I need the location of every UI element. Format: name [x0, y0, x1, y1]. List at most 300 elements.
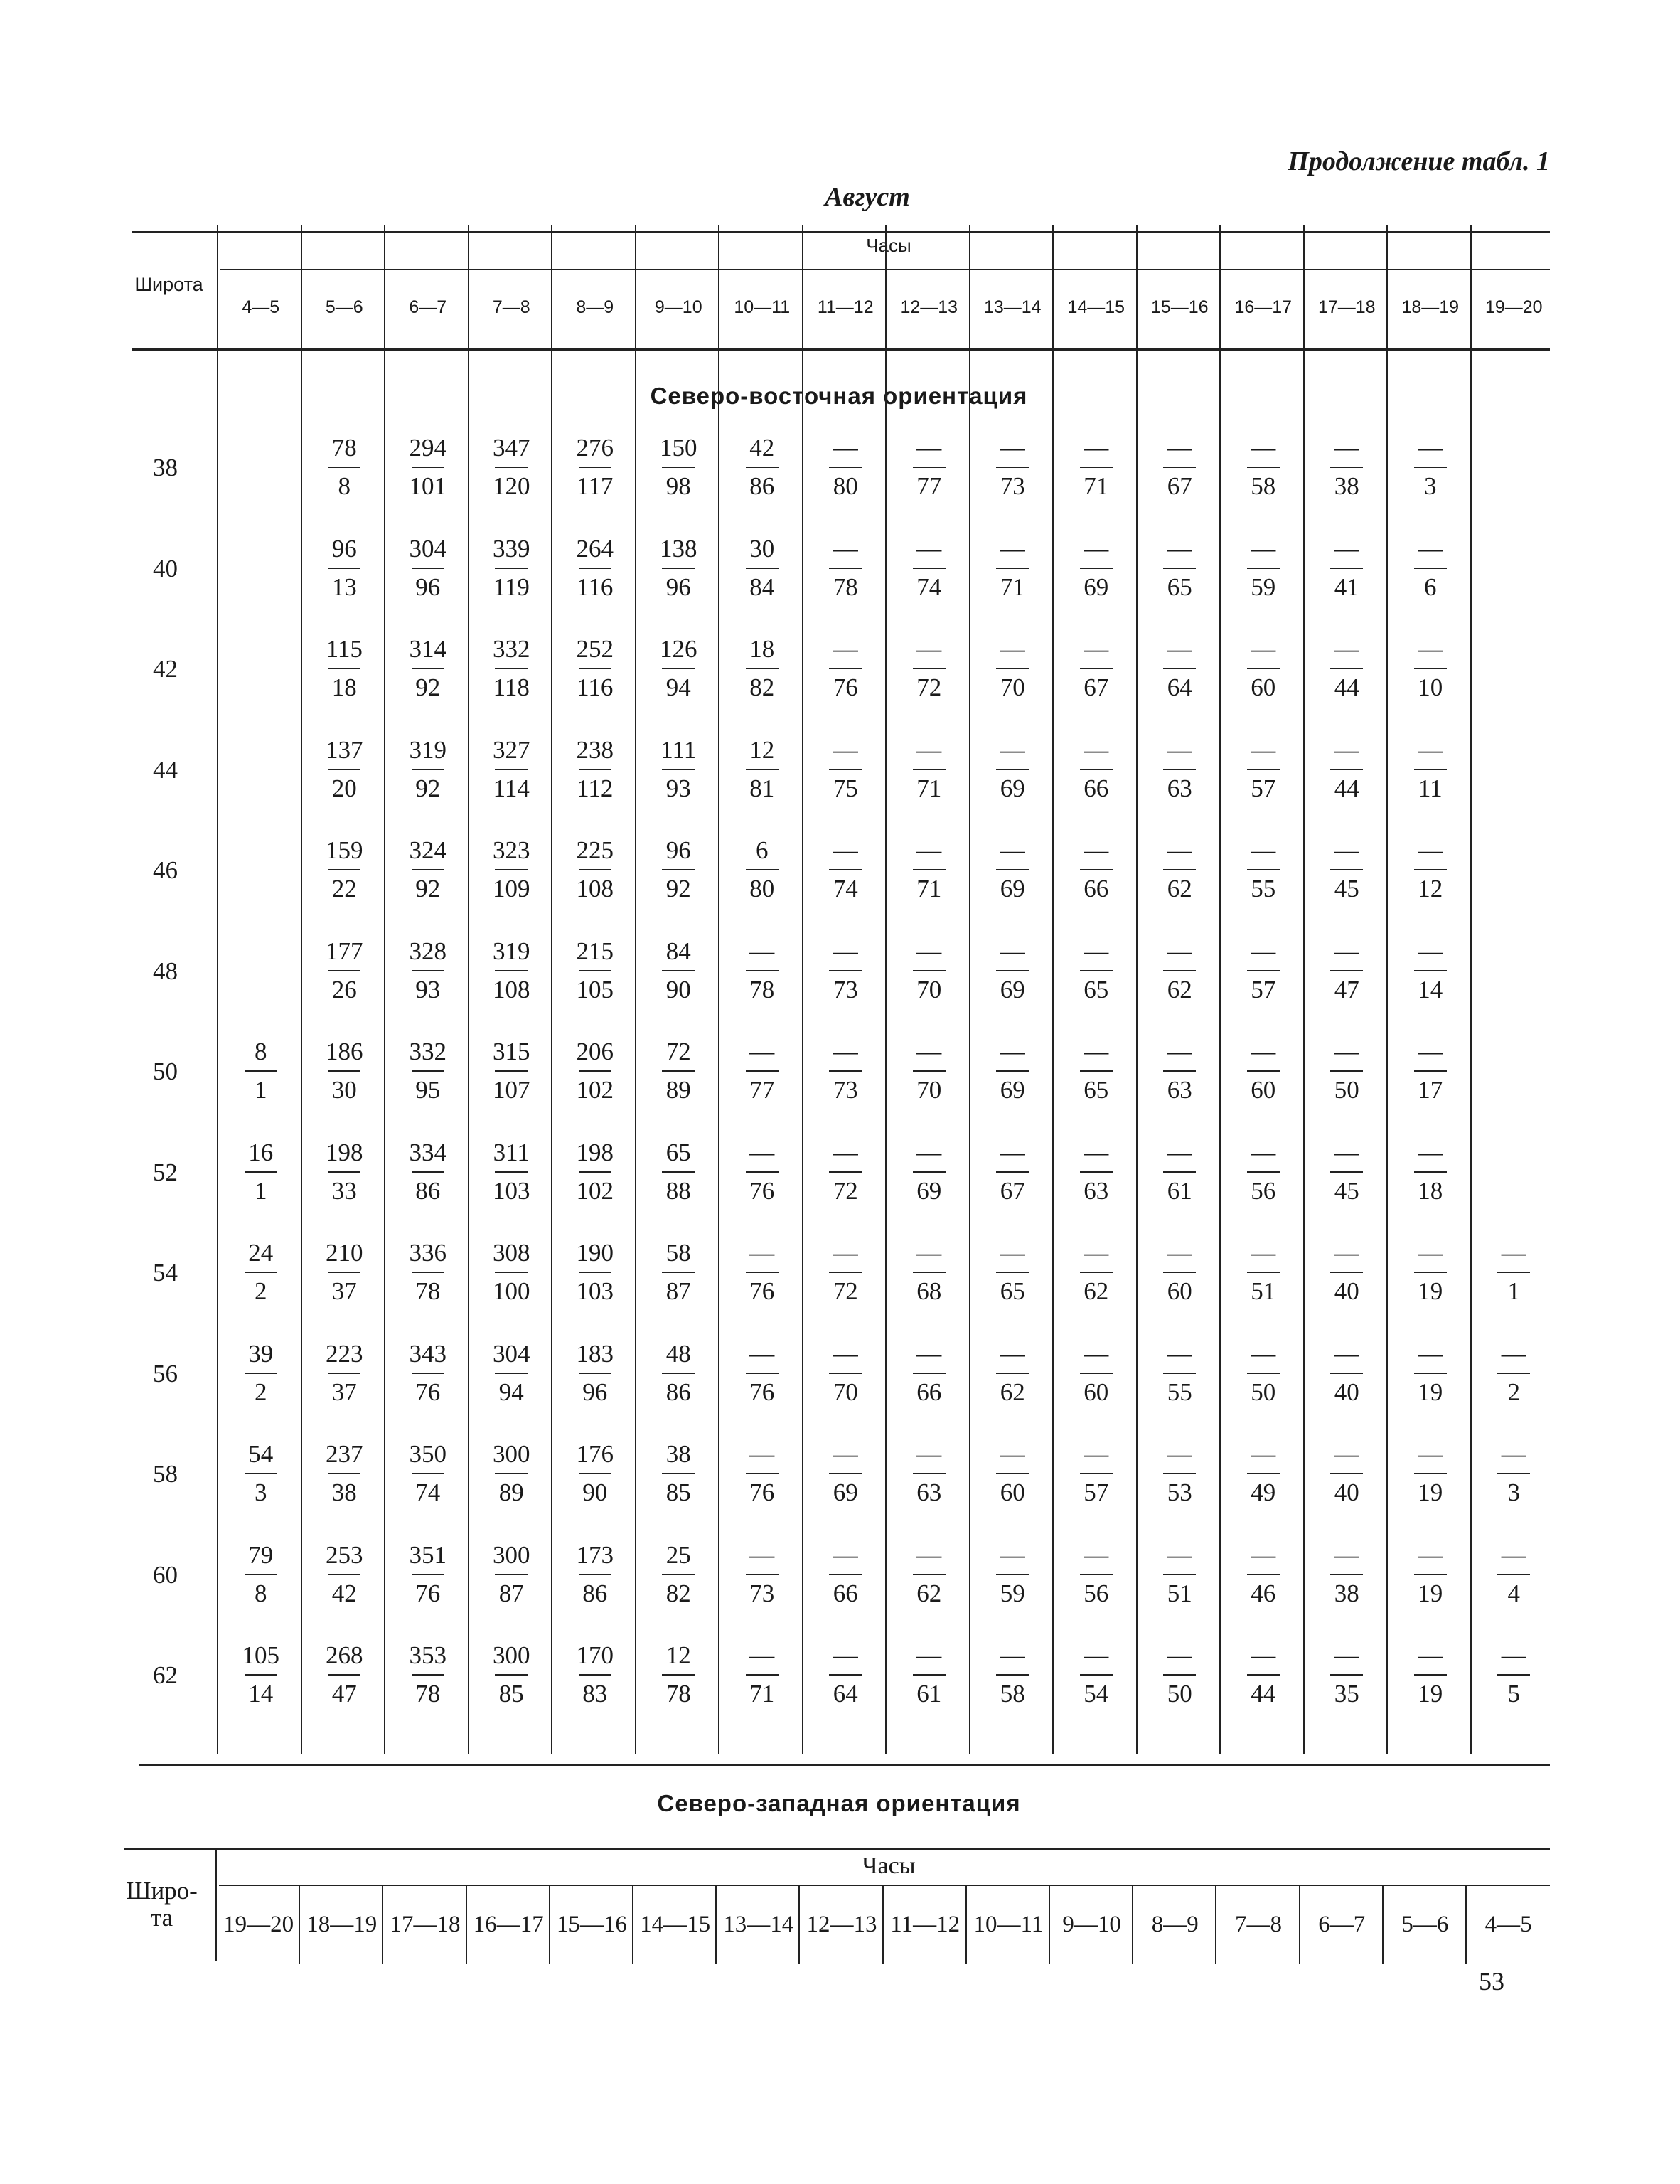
cell-numerator: 30 [749, 534, 775, 563]
nw-hour-header: 7—8 [1234, 1912, 1282, 1937]
cell-numerator: — [916, 635, 942, 663]
cell-numerator: — [916, 1038, 942, 1065]
column-divider [1052, 225, 1054, 1754]
table-cell [1402, 634, 1459, 703]
latitude-value: 54 [153, 1259, 178, 1287]
cell-numerator: 39 [248, 1339, 274, 1368]
fraction-bar [1330, 1272, 1363, 1273]
fraction-bar [328, 668, 360, 669]
table-cell [984, 735, 1041, 804]
fraction-bar [662, 1473, 695, 1474]
fraction-bar [495, 1171, 528, 1173]
cell-numerator: 238 [576, 735, 614, 764]
cell-numerator: — [833, 1641, 858, 1669]
cell-numerator: — [1251, 1038, 1276, 1065]
fraction-bar [412, 869, 444, 870]
cell-denominator: 98 [665, 472, 691, 500]
fraction-bar [579, 467, 611, 468]
fraction-bar [996, 769, 1029, 770]
fraction-bar [662, 869, 695, 870]
cell-denominator: 44 [1334, 774, 1359, 802]
cell-denominator: 86 [749, 472, 775, 500]
table-cell [400, 1237, 456, 1307]
cell-denominator: 75 [833, 774, 858, 802]
fraction-bar [1247, 1373, 1280, 1374]
cell-numerator: — [1167, 937, 1192, 965]
cell-denominator: 93 [415, 975, 441, 1003]
cell-numerator: — [1000, 937, 1025, 965]
table-cell [567, 432, 624, 502]
cell-denominator: 37 [331, 1378, 357, 1406]
table-cell [1318, 835, 1375, 905]
table-cell [1402, 1338, 1459, 1408]
hour-header: 7—8 [492, 297, 530, 317]
cell-numerator: — [1084, 1339, 1109, 1368]
fraction-bar [579, 1373, 611, 1374]
cell-numerator: 237 [326, 1440, 363, 1468]
cell-denominator: 92 [415, 774, 441, 802]
cell-numerator: 252 [576, 635, 614, 663]
cell-denominator: 80 [833, 472, 858, 500]
cell-numerator: — [1418, 1138, 1443, 1166]
cell-denominator: 72 [916, 673, 942, 701]
cell-denominator: 73 [833, 1076, 858, 1104]
cell-denominator: 6 [1424, 572, 1437, 601]
cell-numerator: — [1251, 1339, 1276, 1368]
table-cell [1402, 1137, 1459, 1207]
cell-denominator: 118 [493, 673, 530, 701]
fraction-bar [1330, 568, 1363, 569]
cell-numerator: — [1418, 937, 1443, 965]
fraction-bar [746, 970, 779, 971]
fraction-bar [1247, 467, 1280, 468]
fraction-bar [328, 568, 360, 569]
fraction-bar [579, 1674, 611, 1676]
cell-numerator: — [1418, 635, 1443, 663]
table-cell [734, 1237, 791, 1307]
table-cell [901, 1237, 958, 1307]
fraction-bar [746, 1473, 779, 1474]
cell-denominator: 66 [1084, 875, 1109, 902]
table-cell [1235, 1338, 1292, 1408]
table-cell [1235, 1036, 1292, 1106]
cell-numerator: 253 [326, 1540, 363, 1569]
fraction-bar [1414, 1574, 1447, 1575]
cell-denominator: 62 [1084, 1277, 1109, 1305]
table-cell [1485, 1540, 1542, 1609]
cell-numerator: — [1167, 635, 1192, 663]
cell-numerator: — [833, 1038, 858, 1065]
fraction-bar [829, 869, 862, 870]
fraction-bar [1080, 668, 1113, 669]
column-divider [217, 225, 218, 1754]
cell-numerator: — [1167, 1239, 1192, 1267]
fraction-bar [1163, 467, 1196, 468]
cell-numerator: 12 [749, 735, 775, 764]
column-divider [384, 225, 385, 1754]
table-cell [901, 1338, 958, 1408]
table-cell [316, 835, 373, 905]
cell-denominator: 1 [255, 1176, 267, 1205]
cell-denominator: 112 [577, 774, 614, 802]
cell-denominator: 53 [1167, 1479, 1192, 1506]
cell-denominator: 94 [498, 1378, 524, 1406]
fraction-bar [1080, 970, 1113, 971]
table-cell [483, 1439, 540, 1508]
table-cell [567, 735, 624, 804]
cell-denominator: 51 [1167, 1579, 1192, 1607]
cell-numerator: 215 [576, 937, 614, 965]
cell-numerator: — [1084, 735, 1109, 764]
cell-denominator: 30 [331, 1076, 357, 1104]
cell-numerator: 42 [749, 434, 775, 462]
column-divider [718, 225, 719, 1754]
fraction-bar [913, 1674, 946, 1676]
table-cell [650, 1338, 707, 1408]
cell-numerator: 300 [493, 1641, 530, 1669]
cell-numerator: — [1167, 836, 1192, 864]
fraction-bar [579, 1272, 611, 1273]
table-cell [650, 835, 707, 905]
fraction-bar [1163, 769, 1196, 770]
cell-denominator: 101 [409, 472, 446, 500]
cell-numerator: — [833, 1138, 858, 1166]
table-cell [1402, 936, 1459, 1006]
table-cell [316, 533, 373, 603]
cell-denominator: 65 [1084, 1076, 1109, 1104]
cell-numerator: 351 [409, 1540, 446, 1569]
table-cell [1068, 835, 1125, 905]
hour-header: 10—11 [734, 297, 791, 317]
cell-denominator: 2 [255, 1378, 267, 1406]
nw-hour-header: 18—19 [306, 1912, 378, 1937]
cell-numerator: — [1251, 1641, 1276, 1669]
cell-numerator: — [1251, 836, 1276, 864]
fraction-bar [245, 1272, 277, 1273]
table-cell [1151, 936, 1208, 1006]
fraction-bar [1080, 568, 1113, 569]
hour-header: 8—9 [576, 297, 614, 317]
cell-denominator: 66 [833, 1579, 858, 1607]
table-cell [567, 1540, 624, 1609]
cell-denominator: 69 [1000, 875, 1025, 902]
nw-hour-header: 6—7 [1318, 1912, 1366, 1937]
table-cell [734, 432, 791, 502]
cell-denominator: 55 [1251, 875, 1276, 902]
table-cell [567, 1036, 624, 1106]
table-cell [232, 1640, 289, 1710]
cell-denominator: 81 [749, 774, 775, 802]
table-cell [400, 1640, 456, 1710]
hour-header: 17—18 [1317, 297, 1376, 317]
table-cell [1235, 735, 1292, 804]
latitude-value: 58 [153, 1460, 178, 1488]
fraction-bar [328, 1070, 360, 1072]
table-cell [232, 1338, 289, 1408]
table-cell [901, 1540, 958, 1609]
cell-numerator: 105 [242, 1641, 279, 1669]
cell-denominator: 119 [493, 572, 530, 601]
cell-numerator: — [1000, 534, 1025, 563]
table-cell [316, 1036, 373, 1106]
fraction-bar [1080, 1272, 1113, 1273]
nw-hour-header: 9—10 [1062, 1912, 1121, 1937]
cell-denominator: 71 [1084, 472, 1109, 500]
cell-denominator: 89 [665, 1076, 691, 1104]
cell-denominator: 50 [1251, 1378, 1276, 1406]
cell-denominator: 116 [577, 673, 614, 701]
table-cell [817, 1439, 874, 1508]
fraction-bar [829, 568, 862, 569]
cell-denominator: 76 [415, 1378, 441, 1406]
hour-header: 4—5 [242, 297, 280, 317]
fraction-bar [1163, 1171, 1196, 1173]
cell-denominator: 19 [1418, 1680, 1443, 1708]
fraction-bar [1247, 1171, 1280, 1173]
table-cell [483, 1137, 540, 1207]
fraction-bar [1163, 1674, 1196, 1676]
cell-denominator: 55 [1167, 1378, 1192, 1406]
cell-numerator: — [1167, 1440, 1192, 1468]
table-cell [901, 735, 958, 804]
fraction-bar [996, 668, 1029, 669]
cell-numerator: — [749, 1540, 775, 1569]
fraction-bar [495, 1373, 528, 1374]
cell-denominator: 76 [749, 1378, 775, 1406]
table-cell [1235, 634, 1292, 703]
cell-denominator: 90 [665, 975, 691, 1003]
cell-numerator: — [1084, 534, 1109, 563]
latitude-value: 60 [153, 1560, 178, 1589]
cell-denominator: 66 [916, 1378, 942, 1406]
cell-denominator: 14 [1418, 975, 1443, 1003]
fraction-bar [829, 1473, 862, 1474]
table-cell [1402, 1640, 1459, 1710]
cell-denominator: 51 [1251, 1277, 1276, 1305]
fraction-bar [1414, 1674, 1447, 1676]
cell-numerator: — [1000, 1038, 1025, 1065]
cell-denominator: 76 [833, 673, 858, 701]
fraction-bar [1414, 970, 1447, 971]
cell-denominator: 108 [493, 975, 530, 1003]
table-cell [734, 1036, 791, 1106]
fraction-bar [328, 769, 360, 770]
cell-denominator: 78 [415, 1277, 441, 1305]
nw-hour-header: 16—17 [473, 1912, 544, 1937]
cell-denominator: 70 [1000, 673, 1025, 701]
cell-numerator: 264 [576, 534, 614, 563]
table-cell [567, 1137, 624, 1207]
fraction-bar [579, 568, 611, 569]
cell-denominator: 38 [1334, 1579, 1359, 1607]
table-cell [1318, 735, 1375, 804]
cell-denominator: 66 [1084, 774, 1109, 802]
cell-denominator: 77 [916, 472, 942, 500]
cell-denominator: 82 [749, 673, 775, 701]
cell-denominator: 61 [1167, 1176, 1192, 1205]
cell-denominator: 96 [665, 572, 691, 601]
cell-denominator: 86 [415, 1176, 441, 1205]
table-cell [1068, 1338, 1125, 1408]
cell-numerator: — [749, 1440, 775, 1468]
cell-denominator: 69 [1084, 572, 1109, 601]
fraction-bar [1163, 668, 1196, 669]
fraction-bar [1414, 1473, 1447, 1474]
cell-denominator: 45 [1334, 875, 1359, 902]
cell-denominator: 19 [1418, 1479, 1443, 1506]
table-cell [1485, 1237, 1542, 1307]
fraction-bar [328, 1674, 360, 1676]
fraction-bar [412, 769, 444, 770]
fraction-bar [1330, 970, 1363, 971]
cell-numerator: — [749, 1641, 775, 1669]
fraction-bar [1330, 1574, 1363, 1575]
latitude-value: 44 [153, 755, 178, 784]
fraction-bar [662, 1070, 695, 1072]
cell-numerator: — [1251, 1138, 1276, 1166]
table-cell [734, 936, 791, 1006]
fraction-bar [829, 769, 862, 770]
fraction-bar [829, 970, 862, 971]
cell-denominator: 78 [415, 1680, 441, 1708]
table-cell [1151, 634, 1208, 703]
fraction-bar [1080, 1473, 1113, 1474]
cell-numerator: — [1084, 1440, 1109, 1468]
table-cell [483, 1640, 540, 1710]
table-cell [817, 533, 874, 603]
fraction-bar [1497, 1373, 1530, 1374]
fraction-bar [245, 1674, 277, 1676]
table-cell [400, 533, 456, 603]
cell-denominator: 59 [1251, 572, 1276, 601]
table-cell [483, 634, 540, 703]
fraction-bar [412, 1574, 444, 1575]
table-cell [734, 1540, 791, 1609]
fraction-bar [746, 1674, 779, 1676]
table-cell [316, 735, 373, 804]
table-cell [400, 432, 456, 502]
table-cell [567, 1237, 624, 1307]
cell-denominator: 102 [576, 1076, 614, 1104]
cell-numerator: — [1084, 1239, 1109, 1267]
cell-denominator: 63 [916, 1479, 942, 1506]
table-cell [1318, 1237, 1375, 1307]
table-cell [1068, 432, 1125, 502]
cell-denominator: 87 [498, 1579, 524, 1607]
nw-latitude-header: Широ- та [126, 1877, 198, 1932]
fraction-bar [662, 1574, 695, 1575]
cell-numerator: 186 [326, 1038, 363, 1065]
table-cell [817, 634, 874, 703]
table-cell [1151, 1137, 1208, 1207]
cell-numerator: — [1501, 1339, 1526, 1368]
cell-denominator: 42 [331, 1579, 357, 1607]
table-cell [984, 835, 1041, 905]
table-cell [1318, 533, 1375, 603]
table-cell [1318, 1036, 1375, 1106]
fraction-bar [328, 970, 360, 971]
cell-numerator: 8 [255, 1038, 267, 1065]
cell-numerator: — [1334, 1440, 1359, 1468]
cell-denominator: 78 [749, 975, 775, 1003]
fraction-bar [579, 668, 611, 669]
cell-numerator: 336 [409, 1239, 446, 1267]
cell-numerator: — [1418, 836, 1443, 864]
cell-numerator: 126 [660, 635, 697, 663]
column-divider [1303, 225, 1305, 1754]
cell-numerator: 12 [665, 1641, 691, 1669]
cell-denominator: 60 [1167, 1277, 1192, 1305]
cell-denominator: 93 [665, 774, 691, 802]
cell-denominator: 76 [749, 1479, 775, 1506]
cell-denominator: 56 [1084, 1579, 1109, 1607]
cell-numerator: — [1000, 735, 1025, 764]
fraction-bar [1247, 1473, 1280, 1474]
fraction-bar [746, 1373, 779, 1374]
cell-numerator: 206 [576, 1038, 614, 1065]
cell-denominator: 88 [665, 1176, 691, 1205]
fraction-bar [913, 869, 946, 870]
fraction-bar [1163, 970, 1196, 971]
table-cell [400, 1439, 456, 1508]
cell-numerator: — [1418, 534, 1443, 563]
nw-top-rule [124, 1848, 1550, 1850]
cell-denominator: 46 [1251, 1579, 1276, 1607]
table-cell [650, 1439, 707, 1508]
nw-hour-header: 15—16 [556, 1912, 627, 1937]
fraction-bar [1497, 1674, 1530, 1676]
column-divider [1219, 225, 1221, 1754]
cell-denominator: 63 [1167, 774, 1192, 802]
fraction-bar [1247, 869, 1280, 870]
table-cell [1235, 1237, 1292, 1307]
cell-denominator: 69 [916, 1176, 942, 1205]
fraction-bar [996, 1373, 1029, 1374]
table-cell [316, 936, 373, 1006]
cell-denominator: 85 [498, 1680, 524, 1708]
fraction-bar [245, 1171, 277, 1173]
fraction-bar [1414, 1171, 1447, 1173]
cell-denominator: 60 [1251, 1076, 1276, 1104]
cell-numerator: — [1084, 1138, 1109, 1166]
column-divider [551, 225, 552, 1754]
fraction-bar [746, 1171, 779, 1173]
cell-denominator: 92 [665, 875, 691, 902]
cell-denominator: 14 [248, 1680, 274, 1708]
cell-denominator: 18 [1418, 1176, 1443, 1205]
cell-numerator: — [916, 434, 942, 462]
fraction-bar [1330, 1674, 1363, 1676]
cell-denominator: 41 [1334, 572, 1359, 601]
fraction-bar [829, 1272, 862, 1273]
fraction-bar [746, 869, 779, 870]
cell-denominator: 40 [1334, 1479, 1359, 1506]
fraction-bar [1330, 1171, 1363, 1173]
fraction-bar [1080, 869, 1113, 870]
cell-numerator: — [1418, 1038, 1443, 1065]
cell-numerator: — [1167, 434, 1192, 462]
ne-section-title: Северо-восточная ориентация [650, 383, 1028, 409]
cell-numerator: 332 [409, 1038, 446, 1065]
cell-numerator: — [916, 937, 942, 965]
cell-numerator: — [749, 1138, 775, 1166]
fraction-bar [996, 1272, 1029, 1273]
table-cell [734, 1338, 791, 1408]
fraction-bar [495, 1574, 528, 1575]
column-divider [885, 225, 887, 1754]
table-cell [901, 432, 958, 502]
table-cell [483, 936, 540, 1006]
